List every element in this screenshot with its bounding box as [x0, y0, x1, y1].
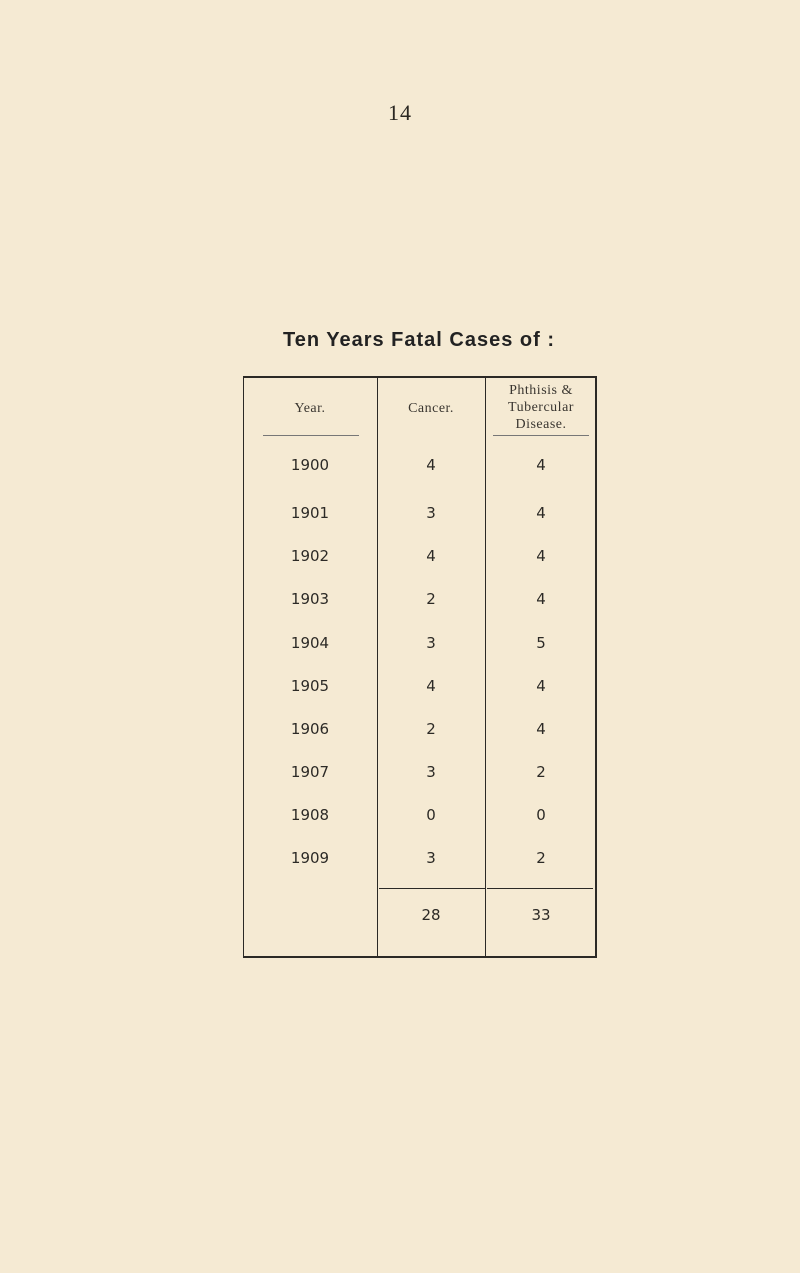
cell-phthisis: 4	[536, 720, 546, 738]
table-top-rule	[243, 376, 597, 378]
cell-cancer: 2	[426, 590, 436, 608]
cell-year: 1902	[290, 547, 330, 565]
cell-year: 1901	[290, 504, 330, 522]
cell-phthisis: 4	[536, 547, 546, 565]
totals-overline-cancer	[379, 888, 485, 889]
cell-phthisis: 4	[536, 677, 546, 695]
cell-phthisis: 4	[536, 590, 546, 608]
cell-cancer: 3	[426, 504, 436, 522]
cell-cancer: 2	[426, 720, 436, 738]
cell-phthisis: 2	[536, 849, 546, 867]
totals-overline-phthisis	[487, 888, 593, 889]
header-phthisis-line1: Phthisis &	[509, 383, 573, 398]
fatal-cases-table	[243, 376, 597, 958]
page-number: 14	[388, 100, 412, 125]
cell-phthisis: 4	[536, 456, 546, 474]
cell-cancer: 4	[426, 677, 436, 695]
header-cancer: Cancer.	[408, 401, 454, 416]
cell-year: 1900	[290, 456, 330, 474]
cell-year: 1908	[290, 806, 330, 824]
cell-cancer: 4	[426, 547, 436, 565]
cell-phthisis: 5	[536, 634, 546, 652]
header-year: Year.	[294, 401, 326, 416]
cell-phthisis: 2	[536, 763, 546, 781]
cell-year: 1909	[290, 849, 330, 867]
cell-cancer: 0	[426, 806, 436, 824]
cell-year: 1903	[290, 590, 330, 608]
header-phthisis-line2: Tubercular	[508, 400, 574, 415]
cell-phthisis: 0	[536, 806, 546, 824]
cell-cancer: 3	[426, 849, 436, 867]
table-bottom-rule	[243, 956, 597, 958]
cell-cancer: 3	[426, 634, 436, 652]
total-phthisis: 33	[531, 906, 551, 924]
header-phthisis-line3: Disease.	[515, 417, 567, 432]
header-underline-year	[263, 435, 359, 436]
total-cancer: 28	[421, 906, 441, 924]
cell-year: 1905	[290, 677, 330, 695]
cell-year: 1904	[290, 634, 330, 652]
header-underline-phthisis	[493, 435, 589, 436]
table-title: Ten Years Fatal Cases of :	[282, 329, 556, 351]
cell-phthisis: 4	[536, 504, 546, 522]
cell-cancer: 3	[426, 763, 436, 781]
cell-year: 1906	[290, 720, 330, 738]
cell-cancer: 4	[426, 456, 436, 474]
cell-year: 1907	[290, 763, 330, 781]
